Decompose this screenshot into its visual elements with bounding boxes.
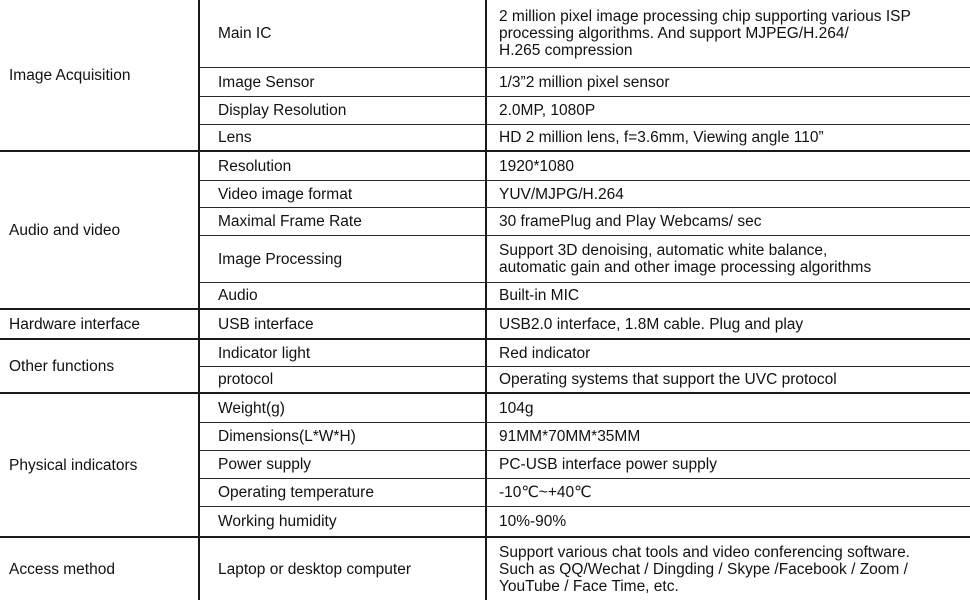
value-video-image-format: YUV/MJPG/H.264 xyxy=(499,185,624,203)
category-other-functions: Other functions xyxy=(9,357,115,375)
value-working-humidity: 10%-90% xyxy=(499,513,567,530)
value-indicator-light: Red indicator xyxy=(499,344,591,362)
category-hardware-interface: Hardware interface xyxy=(9,315,140,333)
param-power-supply: Power supply xyxy=(218,456,312,473)
category-access-method: Access method xyxy=(9,560,115,578)
value-maximal-frame-rate: 30 framePlug and Play Webcams/ sec xyxy=(499,213,762,230)
param-laptop-desktop: Laptop or desktop computer xyxy=(218,560,412,578)
value-display-resolution: 2.0MP, 1080P xyxy=(499,102,596,119)
param-audio: Audio xyxy=(218,287,258,304)
value-main-ic: 2 million pixel image processing chip supporting various ISP processing algorithms. And support MJPEG/H.264/ H.265 compression xyxy=(499,8,911,59)
value-lens: HD 2 million lens, f=3.6mm, Viewing angle 110” xyxy=(499,129,824,146)
value-weight: 104g xyxy=(499,399,534,417)
param-usb-interface: USB interface xyxy=(218,315,314,333)
param-weight: Weight(g) xyxy=(218,399,285,417)
value-dimensions: 91MM*70MM*35MM xyxy=(499,428,641,445)
param-main-ic: Main IC xyxy=(218,25,272,42)
value-image-processing: Support 3D denoising, automatic white balance, automatic gain and other image processing algorithms xyxy=(499,242,872,276)
value-usb-interface: USB2.0 interface, 1.8M cable. Plug and play xyxy=(499,315,804,333)
value-resolution: 1920*1080 xyxy=(499,157,574,175)
value-audio: Built-in MIC xyxy=(499,287,580,304)
param-resolution: Resolution xyxy=(218,157,292,175)
value-laptop-desktop: Support various chat tools and video conferencing software. Such as QQ/Wechat / Dingding / Skype /Facebook / Zoom / YouTube / Face Time, etc. xyxy=(499,543,910,595)
value-power-supply: PC-USB interface power supply xyxy=(499,456,717,473)
param-maximal-frame-rate: Maximal Frame Rate xyxy=(218,213,362,230)
category-audio-video: Audio and video xyxy=(9,221,121,239)
param-image-sensor: Image Sensor xyxy=(218,73,315,91)
column-divider xyxy=(485,0,487,600)
value-operating-temperature: -10℃~+40℃ xyxy=(499,484,592,501)
value-image-sensor: 1/3”2 million pixel sensor xyxy=(499,73,670,91)
param-protocol: protocol xyxy=(218,371,274,388)
param-image-processing: Image Processing xyxy=(218,250,343,268)
param-video-image-format: Video image format xyxy=(218,185,353,203)
param-dimensions: Dimensions(L*W*H) xyxy=(218,428,356,445)
value-protocol: Operating systems that support the UVC protocol xyxy=(499,371,837,388)
category-physical-indicators: Physical indicators xyxy=(9,456,138,474)
param-indicator-light: Indicator light xyxy=(218,344,311,362)
param-lens: Lens xyxy=(218,129,252,146)
category-image-acquisition: Image Acquisition xyxy=(9,66,131,84)
param-working-humidity: Working humidity xyxy=(218,513,337,530)
param-display-resolution: Display Resolution xyxy=(218,102,347,119)
param-operating-temperature: Operating temperature xyxy=(218,484,374,501)
column-divider xyxy=(198,0,200,600)
